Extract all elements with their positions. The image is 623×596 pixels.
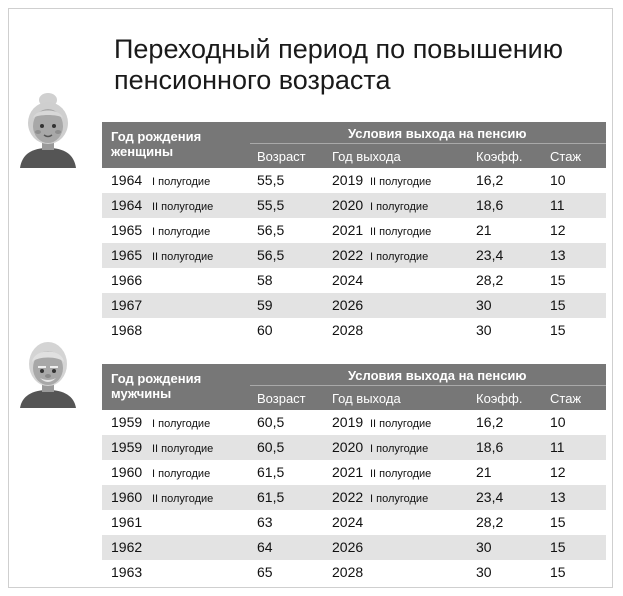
birth-year-cell: 1966	[111, 272, 143, 288]
birth-half-cell: II полугодие	[152, 443, 214, 455]
exit-half-cell: II полугодие	[370, 468, 432, 480]
table-row	[102, 293, 606, 318]
year-of-birth-header: Год рождения мужчины	[111, 371, 202, 401]
birth-half-cell: II полугодие	[152, 493, 214, 505]
age-cell: 60	[257, 322, 273, 338]
exit-year-cell: 2022	[332, 489, 364, 505]
stage-cell: 11	[550, 197, 565, 213]
exit-half-cell: I полугодие	[370, 493, 429, 505]
stage-cell: 13	[550, 247, 566, 263]
table-row	[102, 460, 606, 485]
stage-cell: 15	[550, 564, 566, 580]
table-row	[102, 560, 606, 585]
title-line-2: пенсионного возраста	[114, 65, 391, 95]
exit-year-cell: 2026	[332, 297, 364, 313]
table-row	[102, 485, 606, 510]
men-table-header	[102, 364, 606, 410]
age-cell: 63	[257, 514, 273, 530]
coefficient-cell: 30	[476, 322, 492, 338]
age-cell: 55,5	[257, 172, 285, 188]
age-cell: 56,5	[257, 247, 285, 263]
birth-half-cell: I полугодие	[152, 418, 211, 430]
age-cell: 56,5	[257, 222, 285, 238]
age-column-header: Возраст	[257, 391, 306, 406]
coefficient-cell: 28,2	[476, 272, 504, 288]
coefficient-cell: 23,4	[476, 489, 504, 505]
exit-year-column-header: Год выхода	[332, 391, 401, 406]
birth-half-cell: I полугодие	[152, 468, 211, 480]
stage-cell: 11	[550, 439, 565, 455]
exit-year-cell: 2020	[332, 197, 364, 213]
stage-column-header: Стаж	[550, 391, 582, 406]
coefficient-column-header: Коэфф.	[476, 149, 523, 164]
exit-year-cell: 2019	[332, 172, 364, 188]
age-cell: 64	[257, 539, 273, 555]
stage-cell: 15	[550, 322, 566, 338]
exit-year-cell: 2021	[332, 222, 364, 238]
birth-year-cell: 1968	[111, 322, 143, 338]
exit-half-cell: II полугодие	[370, 226, 432, 238]
stage-cell: 15	[550, 272, 566, 288]
man-avatar-icon	[18, 334, 78, 414]
stage-cell: 15	[550, 514, 566, 530]
age-cell: 61,5	[257, 464, 285, 480]
stage-cell: 10	[550, 414, 566, 430]
birth-year-cell: 1959	[111, 414, 143, 430]
table-row	[102, 243, 606, 268]
exit-year-cell: 2020	[332, 439, 364, 455]
birth-half-cell: II полугодие	[152, 251, 214, 263]
retirement-conditions-header: Условия выхода на пенсию	[348, 126, 527, 141]
table-row	[102, 193, 606, 218]
exit-year-cell: 2021	[332, 464, 364, 480]
exit-year-cell: 2026	[332, 539, 364, 555]
exit-year-column-header: Год выхода	[332, 149, 401, 164]
age-cell: 61,5	[257, 489, 285, 505]
birth-year-cell: 1967	[111, 297, 143, 313]
age-cell: 59	[257, 297, 273, 313]
stage-cell: 12	[550, 464, 566, 480]
men-rows	[102, 410, 606, 585]
birth-year-cell: 1961	[111, 514, 143, 530]
coefficient-cell: 21	[476, 222, 492, 238]
birth-year-cell: 1963	[111, 564, 143, 580]
coefficient-cell: 30	[476, 297, 492, 313]
birth-year-cell: 1965	[111, 247, 143, 263]
birth-half-cell: I полугодие	[152, 176, 211, 188]
stage-cell: 15	[550, 539, 566, 555]
table-row	[102, 218, 606, 243]
exit-half-cell: I полугодие	[370, 443, 429, 455]
age-column-header: Возраст	[257, 149, 306, 164]
header-divider	[250, 385, 606, 386]
exit-year-cell: 2024	[332, 514, 364, 530]
coefficient-cell: 18,6	[476, 439, 504, 455]
exit-half-cell: II полугодие	[370, 176, 432, 188]
coefficient-cell: 23,4	[476, 247, 504, 263]
age-cell: 60,5	[257, 439, 285, 455]
table-row	[102, 435, 606, 460]
stage-cell: 13	[550, 489, 566, 505]
exit-year-cell: 2024	[332, 272, 364, 288]
age-cell: 55,5	[257, 197, 285, 213]
birth-half-cell: II полугодие	[152, 201, 214, 213]
table-row	[102, 168, 606, 193]
coefficient-cell: 16,2	[476, 414, 504, 430]
women-rows	[102, 168, 606, 343]
exit-half-cell: II полугодие	[370, 418, 432, 430]
table-row	[102, 510, 606, 535]
birth-year-cell: 1965	[111, 222, 143, 238]
stage-cell: 15	[550, 297, 566, 313]
birth-year-cell: 1959	[111, 439, 143, 455]
exit-half-cell: I полугодие	[370, 251, 429, 263]
year-of-birth-header: Год рождения женщины	[111, 129, 202, 159]
coefficient-cell: 28,2	[476, 514, 504, 530]
birth-year-cell: 1960	[111, 464, 143, 480]
woman-avatar-icon	[18, 88, 78, 168]
exit-year-cell: 2022	[332, 247, 364, 263]
birth-half-cell: I полугодие	[152, 226, 211, 238]
coefficient-cell: 21	[476, 464, 492, 480]
table-row	[102, 268, 606, 293]
coefficient-cell: 30	[476, 564, 492, 580]
men-table	[102, 364, 606, 585]
coefficient-cell: 30	[476, 539, 492, 555]
stage-cell: 10	[550, 172, 566, 188]
table-row	[102, 410, 606, 435]
page-title	[114, 34, 594, 96]
women-table-header	[102, 122, 606, 168]
header-divider	[250, 143, 606, 144]
exit-year-cell: 2028	[332, 564, 364, 580]
birth-year-cell: 1962	[111, 539, 143, 555]
table-row	[102, 318, 606, 343]
age-cell: 58	[257, 272, 273, 288]
coefficient-cell: 18,6	[476, 197, 504, 213]
table-row	[102, 535, 606, 560]
stage-column-header: Стаж	[550, 149, 582, 164]
birth-year-cell: 1960	[111, 489, 143, 505]
exit-year-cell: 2019	[332, 414, 364, 430]
women-table	[102, 122, 606, 343]
exit-year-cell: 2028	[332, 322, 364, 338]
title-line-1: Переходный период по повышению	[114, 34, 563, 64]
age-cell: 60,5	[257, 414, 285, 430]
retirement-conditions-header: Условия выхода на пенсию	[348, 368, 527, 383]
birth-year-cell: 1964	[111, 172, 143, 188]
exit-half-cell: I полугодие	[370, 201, 429, 213]
coefficient-cell: 16,2	[476, 172, 504, 188]
age-cell: 65	[257, 564, 273, 580]
birth-year-cell: 1964	[111, 197, 143, 213]
stage-cell: 12	[550, 222, 566, 238]
coefficient-column-header: Коэфф.	[476, 391, 523, 406]
